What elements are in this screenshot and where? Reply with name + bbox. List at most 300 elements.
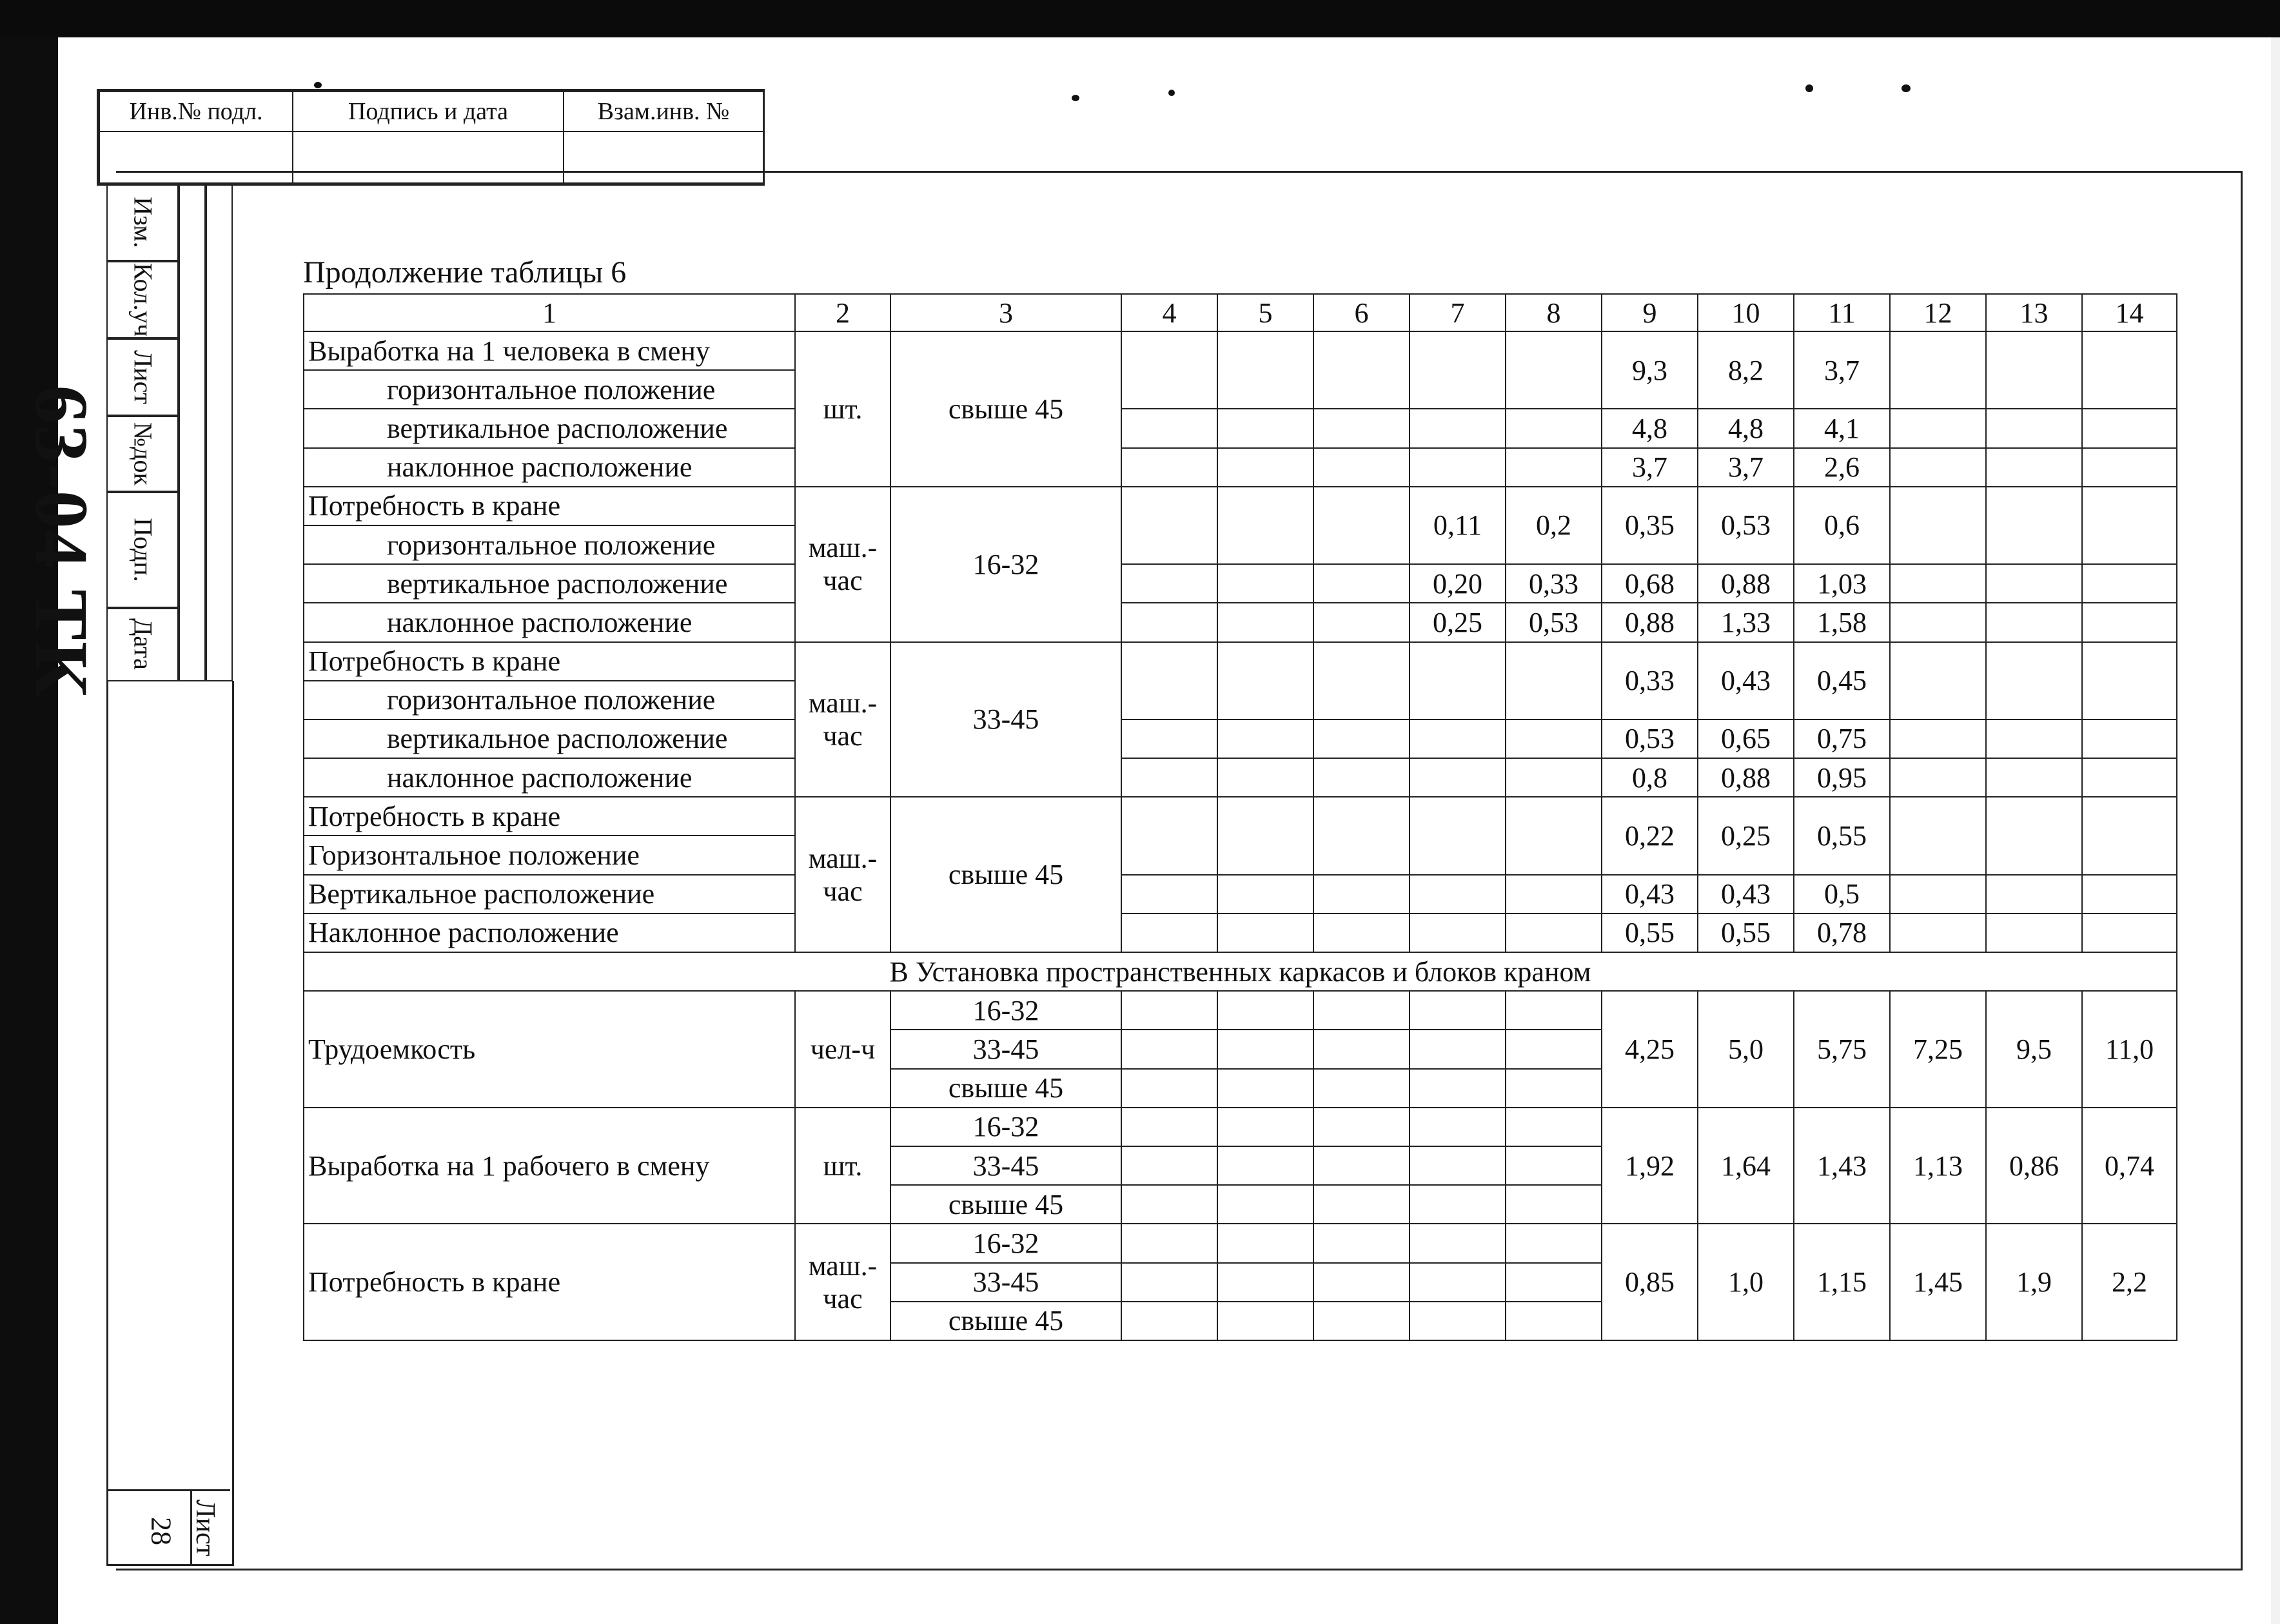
header-podpis-data: Подпись и дата — [293, 92, 564, 132]
value-cell — [1121, 991, 1217, 1030]
scan-speck — [1805, 84, 1813, 92]
side-cell-izm — [106, 182, 180, 262]
revision-strip — [106, 182, 232, 681]
value-cell — [1217, 875, 1313, 914]
value-cell — [1313, 603, 1410, 641]
param-cell: 16-32 — [890, 487, 1121, 642]
value-cell — [2082, 914, 2177, 952]
value-cell — [1890, 875, 1986, 914]
value-cell — [2082, 758, 2177, 797]
value-cell — [1313, 797, 1410, 874]
group-title: Выработка на 1 человека в смену — [304, 331, 795, 370]
value-cell: 1,58 — [1794, 603, 1890, 641]
row-label: горизонтальное положение — [304, 525, 795, 564]
value-cell — [2082, 331, 2177, 409]
value-cell — [1313, 758, 1410, 797]
value-cell: 1,0 — [1698, 1224, 1794, 1340]
sheet-label: Лист — [190, 1500, 220, 1556]
value-cell — [1506, 1263, 1602, 1302]
value-cell — [1217, 487, 1313, 564]
value-cell — [1121, 603, 1217, 641]
table-row — [304, 875, 2177, 914]
unit-cell: чел-ч — [795, 991, 890, 1108]
value-cell: 9,5 — [1986, 991, 2082, 1108]
value-cell — [1313, 409, 1410, 447]
side-label-data: Дата — [128, 618, 158, 670]
value-cell — [1986, 758, 2082, 797]
row-label: наклонное расположение — [304, 448, 795, 487]
side-column-2 — [177, 182, 207, 681]
value-cell: 1,9 — [1986, 1224, 2082, 1340]
row-label: горизонтальное положение — [304, 370, 795, 409]
table-row — [304, 797, 2177, 836]
value-cell — [1217, 1185, 1313, 1224]
continuation-title: Продолжение таблицы 6 — [303, 255, 627, 289]
value-cell — [1890, 331, 1986, 409]
value-cell — [1410, 1224, 1506, 1262]
value-cell: 0,43 — [1698, 875, 1794, 914]
param-cell: 33-45 — [890, 642, 1121, 797]
value-cell — [1506, 875, 1602, 914]
unit-line: маш.- — [808, 1249, 878, 1282]
table-row — [304, 642, 2177, 681]
value-cell: 5,75 — [1794, 991, 1890, 1108]
header-vzam-inv: Взам.инв. № — [564, 92, 763, 132]
col-header: 6 — [1313, 294, 1410, 331]
value-cell — [1217, 564, 1313, 603]
value-cell — [1313, 448, 1410, 487]
col-header: 1 — [304, 294, 795, 331]
value-cell — [1410, 1185, 1506, 1224]
row-label: Наклонное расположение — [304, 914, 795, 952]
value-cell — [1506, 409, 1602, 447]
value-cell: 0,55 — [1698, 914, 1794, 952]
table-row — [304, 448, 2177, 487]
value-cell: 0,35 — [1602, 487, 1698, 564]
value-cell: 0,74 — [2082, 1108, 2177, 1224]
value-cell — [1506, 1185, 1602, 1224]
value-cell — [1890, 642, 1986, 719]
value-cell — [1217, 991, 1313, 1030]
scan-speck — [1072, 95, 1079, 101]
document-code: 63-04 ТК — [19, 385, 104, 698]
value-cell — [1890, 487, 1986, 564]
value-cell: 0,22 — [1602, 797, 1698, 874]
table-row — [304, 487, 2177, 525]
side-cell-podp — [106, 491, 180, 609]
col-header: 4 — [1121, 294, 1217, 331]
unit-line: час — [823, 719, 863, 752]
param-cell: 33-45 — [890, 1263, 1121, 1302]
column-header-row — [304, 294, 2177, 331]
value-cell — [1410, 409, 1506, 447]
unit-cell — [795, 487, 890, 642]
value-cell: 1,45 — [1890, 1224, 1986, 1340]
row-label: наклонное расположение — [304, 603, 795, 641]
value-cell — [2082, 719, 2177, 758]
value-cell: 0,85 — [1602, 1224, 1698, 1340]
value-cell — [1986, 448, 2082, 487]
value-cell — [1410, 875, 1506, 914]
value-cell — [1217, 448, 1313, 487]
value-cell — [1986, 914, 2082, 952]
value-cell — [1121, 448, 1217, 487]
value-cell: 4,8 — [1602, 409, 1698, 447]
value-cell — [1217, 603, 1313, 641]
value-cell: 2,2 — [2082, 1224, 2177, 1340]
value-cell — [1313, 487, 1410, 564]
value-cell: 0,78 — [1794, 914, 1890, 952]
stamp-column — [106, 681, 234, 1566]
value-cell: 5,0 — [1698, 991, 1794, 1108]
value-cell — [1217, 409, 1313, 447]
value-cell — [1121, 758, 1217, 797]
value-cell — [1506, 1224, 1602, 1262]
value-cell: 0,75 — [1794, 719, 1890, 758]
value-cell: 0,65 — [1698, 719, 1794, 758]
value-cell: 4,25 — [1602, 991, 1698, 1108]
value-cell: 4,8 — [1698, 409, 1794, 447]
col-header: 14 — [2082, 294, 2177, 331]
value-cell — [1890, 448, 1986, 487]
value-cell: 3,7 — [1794, 331, 1890, 409]
value-cell — [1217, 1146, 1313, 1185]
value-cell — [1313, 1185, 1410, 1224]
value-cell — [1986, 487, 2082, 564]
group-title: Потребность в кране — [304, 1224, 795, 1340]
scan-speck — [1168, 90, 1175, 96]
value-cell — [1217, 1263, 1313, 1302]
value-cell: 1,33 — [1698, 603, 1794, 641]
value-cell — [2082, 603, 2177, 641]
value-cell — [2082, 564, 2177, 603]
value-cell: 0,68 — [1602, 564, 1698, 603]
table-row — [304, 719, 2177, 758]
value-cell — [1313, 875, 1410, 914]
side-column-3 — [204, 182, 233, 681]
group-title: Выработка на 1 рабочего в смену — [304, 1108, 795, 1224]
col-header: 5 — [1217, 294, 1313, 331]
scan-speck — [1902, 84, 1911, 92]
unit-cell — [795, 1224, 890, 1340]
value-cell — [1986, 603, 2082, 641]
value-cell — [1121, 1069, 1217, 1108]
value-cell — [1313, 914, 1410, 952]
param-cell: 16-32 — [890, 1224, 1121, 1262]
group-title: Потребность в кране — [304, 642, 795, 681]
value-cell — [1313, 1302, 1410, 1340]
value-cell: 0,53 — [1602, 719, 1698, 758]
value-cell — [1410, 642, 1506, 719]
value-cell — [1410, 1030, 1506, 1068]
value-cell: 0,53 — [1698, 487, 1794, 564]
value-cell — [1313, 564, 1410, 603]
value-cell — [1121, 1263, 1217, 1302]
table-row — [304, 603, 2177, 641]
value-cell — [1217, 1030, 1313, 1068]
value-cell — [1410, 1069, 1506, 1108]
value-cell — [1410, 797, 1506, 874]
value-cell — [1121, 487, 1217, 564]
value-cell: 0,53 — [1506, 603, 1602, 641]
value-cell — [1506, 1146, 1602, 1185]
value-cell — [1890, 758, 1986, 797]
param-cell: 16-32 — [890, 991, 1121, 1030]
value-cell — [1313, 331, 1410, 409]
data-table — [303, 293, 2177, 1341]
side-label-kolich: Кол.уч — [128, 262, 158, 337]
value-cell: 0,33 — [1506, 564, 1602, 603]
value-cell — [1410, 1108, 1506, 1146]
row-label: вертикальное расположение — [304, 409, 795, 447]
side-cell-ndok — [106, 415, 180, 493]
value-cell — [1217, 1224, 1313, 1262]
value-cell — [1506, 642, 1602, 719]
side-cell-data — [106, 607, 180, 681]
value-cell: 0,2 — [1506, 487, 1602, 564]
value-cell: 0,95 — [1794, 758, 1890, 797]
unit-line: маш.- — [808, 532, 878, 564]
col-header: 9 — [1602, 294, 1698, 331]
value-cell — [1217, 1069, 1313, 1108]
value-cell: 2,6 — [1794, 448, 1890, 487]
value-cell — [1121, 1030, 1217, 1068]
col-header: 11 — [1794, 294, 1890, 331]
scan-edge-right — [2271, 37, 2280, 1624]
value-cell: 0,8 — [1602, 758, 1698, 797]
value-cell: 7,25 — [1890, 991, 1986, 1108]
side-label-ndok: №док — [128, 422, 158, 485]
value-cell — [1410, 1263, 1506, 1302]
value-cell: 1,13 — [1890, 1108, 1986, 1224]
value-cell — [1986, 719, 2082, 758]
unit-line: маш.- — [808, 687, 878, 719]
value-cell: 0,88 — [1698, 758, 1794, 797]
param-cell: 33-45 — [890, 1146, 1121, 1185]
value-cell — [1506, 331, 1602, 409]
table-row — [304, 564, 2177, 603]
value-cell: 0,55 — [1602, 914, 1698, 952]
value-cell — [1121, 331, 1217, 409]
value-cell — [1506, 719, 1602, 758]
value-cell — [1313, 1108, 1410, 1146]
param-cell: свыше 45 — [890, 797, 1121, 952]
value-cell — [1313, 1146, 1410, 1185]
section-title: В Установка пространственных каркасов и блоков краном — [304, 952, 2177, 991]
table-row — [304, 1224, 2177, 1262]
value-cell: 0,25 — [1410, 603, 1506, 641]
row-label: наклонное расположение — [304, 758, 795, 797]
value-cell — [1121, 409, 1217, 447]
value-cell — [1313, 991, 1410, 1030]
value-cell — [2082, 448, 2177, 487]
value-cell: 3,7 — [1698, 448, 1794, 487]
value-cell: 0,43 — [1602, 875, 1698, 914]
value-cell — [1410, 1302, 1506, 1340]
value-cell: 0,11 — [1410, 487, 1506, 564]
value-cell: 0,45 — [1794, 642, 1890, 719]
value-cell — [1506, 1108, 1602, 1146]
value-cell — [1217, 642, 1313, 719]
value-cell: 1,43 — [1794, 1108, 1890, 1224]
value-cell — [1506, 1302, 1602, 1340]
value-cell — [1410, 758, 1506, 797]
value-cell — [2082, 797, 2177, 874]
value-cell — [1313, 642, 1410, 719]
value-cell — [1121, 875, 1217, 914]
param-cell: свыше 45 — [890, 1185, 1121, 1224]
value-cell — [1217, 758, 1313, 797]
value-cell — [1410, 914, 1506, 952]
unit-cell — [795, 797, 890, 952]
row-label: горизонтальное положение — [304, 681, 795, 719]
value-cell — [1986, 331, 2082, 409]
value-cell — [1506, 758, 1602, 797]
col-header: 8 — [1506, 294, 1602, 331]
value-cell — [1410, 448, 1506, 487]
col-header: 12 — [1890, 294, 1986, 331]
row-label: Горизонтальное положение — [304, 836, 795, 874]
value-cell — [1121, 797, 1217, 874]
value-cell: 9,3 — [1602, 331, 1698, 409]
value-cell — [1121, 1108, 1217, 1146]
value-cell — [1890, 564, 1986, 603]
scan-edge-top — [0, 0, 2280, 37]
value-cell: 11,0 — [2082, 991, 2177, 1108]
table-row — [304, 914, 2177, 952]
header-inv-podl: Инв.№ подл. — [99, 92, 293, 132]
value-cell — [1217, 331, 1313, 409]
value-cell: 0,6 — [1794, 487, 1890, 564]
value-cell — [1121, 642, 1217, 719]
side-cell-kolich — [106, 260, 180, 340]
value-cell: 8,2 — [1698, 331, 1794, 409]
value-cell: 0,25 — [1698, 797, 1794, 874]
section-row — [304, 952, 2177, 991]
row-label: Вертикальное расположение — [304, 875, 795, 914]
value-cell: 0,86 — [1986, 1108, 2082, 1224]
value-cell — [1890, 409, 1986, 447]
value-cell — [1217, 1302, 1313, 1340]
param-cell: свыше 45 — [890, 1069, 1121, 1108]
value-cell — [2082, 487, 2177, 564]
value-cell — [1506, 797, 1602, 874]
value-cell — [1986, 875, 2082, 914]
param-cell: свыше 45 — [890, 1302, 1121, 1340]
unit-line: час — [823, 1282, 863, 1315]
value-cell — [1217, 914, 1313, 952]
group-title: Трудоемкость — [304, 991, 795, 1108]
value-cell — [1217, 1108, 1313, 1146]
value-cell — [1506, 1069, 1602, 1108]
value-cell — [1890, 797, 1986, 874]
unit-line: час — [823, 875, 863, 907]
value-cell — [1986, 564, 2082, 603]
value-cell — [1121, 564, 1217, 603]
value-cell: 0,55 — [1794, 797, 1890, 874]
group-title: Потребность в кране — [304, 487, 795, 525]
value-cell — [1410, 719, 1506, 758]
unit-cell: шт. — [795, 1108, 890, 1224]
scan-speck — [314, 82, 322, 88]
value-cell — [1890, 719, 1986, 758]
table-row — [304, 331, 2177, 370]
value-cell — [1506, 991, 1602, 1030]
value-cell — [1986, 797, 2082, 874]
value-cell: 1,64 — [1698, 1108, 1794, 1224]
value-cell: 0,33 — [1602, 642, 1698, 719]
value-cell — [1121, 914, 1217, 952]
value-cell — [1313, 1069, 1410, 1108]
side-label-izm: Изм. — [128, 197, 158, 248]
value-cell — [1986, 642, 2082, 719]
sheet-number: 28 — [145, 1517, 177, 1545]
value-cell — [1121, 1146, 1217, 1185]
value-cell — [1313, 1224, 1410, 1262]
value-cell — [1506, 914, 1602, 952]
value-cell — [1506, 448, 1602, 487]
value-cell: 1,92 — [1602, 1108, 1698, 1224]
row-label: вертикальное расположение — [304, 719, 795, 758]
param-cell: свыше 45 — [890, 331, 1121, 487]
param-cell: 33-45 — [890, 1030, 1121, 1068]
group-title: Потребность в кране — [304, 797, 795, 836]
value-cell — [1121, 1224, 1217, 1262]
unit-line: час — [823, 565, 863, 597]
value-cell: 0,88 — [1602, 603, 1698, 641]
value-cell — [1313, 1263, 1410, 1302]
col-header: 7 — [1410, 294, 1506, 331]
value-cell: 0,43 — [1698, 642, 1794, 719]
value-cell — [1121, 1302, 1217, 1340]
value-cell — [1890, 914, 1986, 952]
value-cell — [1410, 331, 1506, 409]
value-cell — [1313, 1030, 1410, 1068]
value-cell — [2082, 409, 2177, 447]
table-row — [304, 991, 2177, 1030]
unit-cell — [795, 642, 890, 797]
col-header: 10 — [1698, 294, 1794, 331]
value-cell: 0,88 — [1698, 564, 1794, 603]
value-cell — [1410, 991, 1506, 1030]
unit-line: маш.- — [808, 842, 878, 874]
value-cell: 4,1 — [1794, 409, 1890, 447]
col-header: 2 — [795, 294, 890, 331]
side-label-podp: Подп. — [128, 518, 158, 582]
side-label-list: Лист — [128, 350, 158, 404]
value-cell — [2082, 875, 2177, 914]
col-header: 13 — [1986, 294, 2082, 331]
value-cell — [1986, 409, 2082, 447]
value-cell — [1313, 719, 1410, 758]
value-cell — [1217, 797, 1313, 874]
value-cell — [1217, 719, 1313, 758]
value-cell: 0,5 — [1794, 875, 1890, 914]
value-cell: 3,7 — [1602, 448, 1698, 487]
scan-edge-left — [0, 37, 58, 1624]
value-cell — [1410, 1146, 1506, 1185]
row-label: вертикальное расположение — [304, 564, 795, 603]
value-cell — [2082, 642, 2177, 719]
table-row — [304, 758, 2177, 797]
value-cell — [1121, 1185, 1217, 1224]
table-row — [304, 1108, 2177, 1146]
value-cell: 1,03 — [1794, 564, 1890, 603]
side-cell-list — [106, 337, 180, 417]
unit-cell: шт. — [795, 331, 890, 487]
param-cell: 16-32 — [890, 1108, 1121, 1146]
value-cell — [1890, 603, 1986, 641]
